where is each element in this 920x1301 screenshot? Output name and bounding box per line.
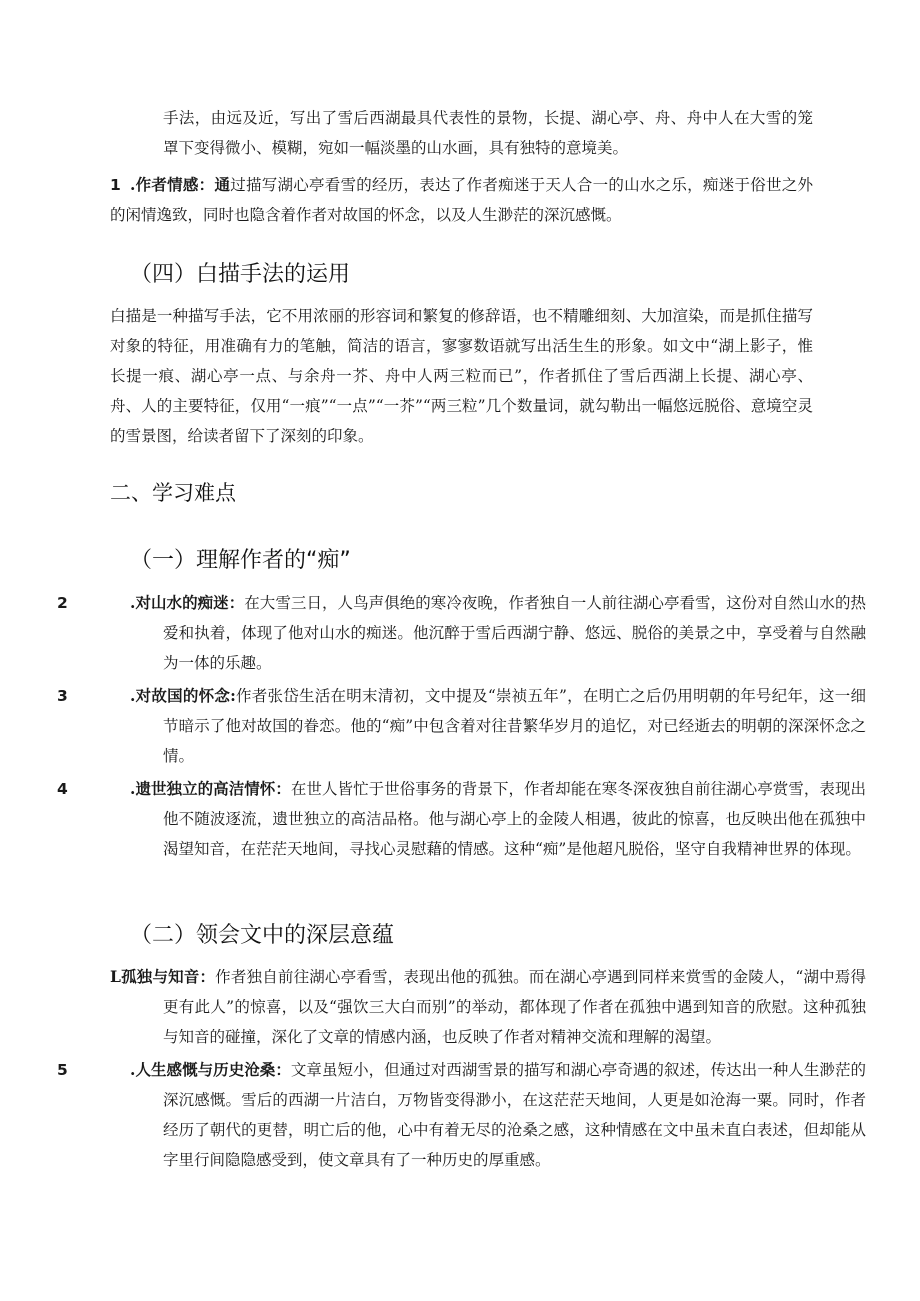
- item-text: 过描写湖心亭看雪的经历，表达了作者痴迷于天人合一的山水之乐，痴迷于俗世之外的闲情逸致，同时也隐含着作者对故国的怀念，以及人生渺茫的深沉感慨。: [110, 176, 813, 224]
- item-label: .人生感慨与历史沧桑：: [130, 1060, 291, 1079]
- section-heading-baimiao: （四）白描手法的运用: [130, 262, 351, 287]
- item-solitude-and-soulmate: [110, 962, 866, 1052]
- item-author-emotion: [110, 170, 813, 230]
- item-number: 3: [57, 687, 68, 705]
- intro-continuation-text: 手法，由远及近，写出了雪后西湖最具代表性的景物，长提、湖心亭、舟、舟中人在大雪的笼罩下变得微小、模糊，宛如一幅淡墨的山水画，具有独特的意境美。: [163, 109, 813, 157]
- item-text: 文章虽短小，但通过对西湖雪景的描写和湖心亭奇遇的叙述，传达出一种人生渺茫的深沉感慨。雪后的西湖一片洁白，万物皆变得渺小，在这茫茫天地间，人更是如沧海一粟。同时，作者经历了朝代的更替，明亡后的他，心中有着无尽的沧桑之感，这种情感在文中虽未直白表述，但却能从字里行间隐隐感受到，使文章具有了一种历史的厚重感。: [163, 1061, 866, 1169]
- item-label: .对故国的怀念:: [130, 686, 236, 705]
- item-label: .对山水的痴迷：: [130, 593, 245, 612]
- part-heading-difficulties: 二、学习难点: [110, 481, 236, 505]
- item-label: .遗世独立的高洁情怀：: [130, 779, 291, 798]
- section-heading-deep-meaning: （二）领会文中的深层意蕴: [130, 923, 395, 948]
- item-life-and-history: [57, 1055, 866, 1175]
- item-love-of-landscape: [57, 588, 866, 678]
- baimiao-paragraph: [110, 301, 813, 451]
- item-number: 2: [57, 594, 68, 612]
- item-noble-detachment: [57, 774, 866, 864]
- item-label: .作者情感：通: [130, 175, 231, 194]
- item-number: 1: [110, 176, 121, 194]
- item-text: 作者独自前往湖心亭看雪，表现出他的孤独。而在湖心亭遇到同样来赏雪的金陵人，“湖中焉得更有此人”的惊喜，以及“强饮三大白而别”的举动，都体现了作者在孤独中遇到知音的欣慰。这种孤独与知音的碰撞，深化了文章的情感内涵，也反映了作者对精神交流和理解的渴望。: [163, 968, 866, 1046]
- item-text: 作者张岱生活在明末清初，文中提及“崇祯五年”，在明亡之后仍用明朝的年号纪年，这一细节暗示了他对故国的眷恋。他的“痴”中包含着对往昔繁华岁月的追忆，对已经逝去的明朝的深深怀念之情。: [163, 687, 866, 765]
- item-text: 在世人皆忙于世俗事务的背景下，作者却能在寒冬深夜独自前往湖心亭赏雪，表现出他不随波逐流，遗世独立的高洁品格。他与湖心亭上的金陵人相遇，彼此的惊喜，也反映出他在孤独中渴望知音，在茫茫天地间，寻找心灵慰藉的情感。这种“痴”是他超凡脱俗，坚守自我精神世界的体现。: [163, 780, 866, 858]
- item-label: L孤独与知音：: [110, 967, 216, 986]
- intro-continuation-paragraph: [163, 103, 813, 163]
- section-heading-chi: （一）理解作者的“痴”: [130, 548, 351, 573]
- item-homeland-nostalgia: [57, 681, 866, 771]
- item-number: 5: [57, 1061, 68, 1079]
- item-text: 在大雪三日，人鸟声俱绝的寒冷夜晚，作者独自一人前往湖心亭看雪，这份对自然山水的热爱和执着，体现了他对山水的痴迷。他沉醉于雪后西湖宁静、悠远、脱俗的美景之中，享受着与自然融为一体的乐趣。: [163, 594, 866, 672]
- baimiao-text: 白描是一种描写手法，它不用浓丽的形容词和繁复的修辞语，也不精雕细刻、大加渲染，而是抓住描写对象的特征，用准确有力的笔触，简洁的语言，寥寥数语就写出活生生的形象。如文中“湖上影子，惟长提一痕、湖心亭一点、与余舟一芥、舟中人两三粒而已”，作者抓住了雪后西湖上长提、湖心亭、舟、人的主要特征，仅用“一痕”“一点”“一芥”“两三粒”几个数量词，就勾勒出一幅悠远脱俗、意境空灵的雪景图，给读者留下了深刻的印象。: [110, 307, 813, 445]
- item-number: 4: [57, 780, 68, 798]
